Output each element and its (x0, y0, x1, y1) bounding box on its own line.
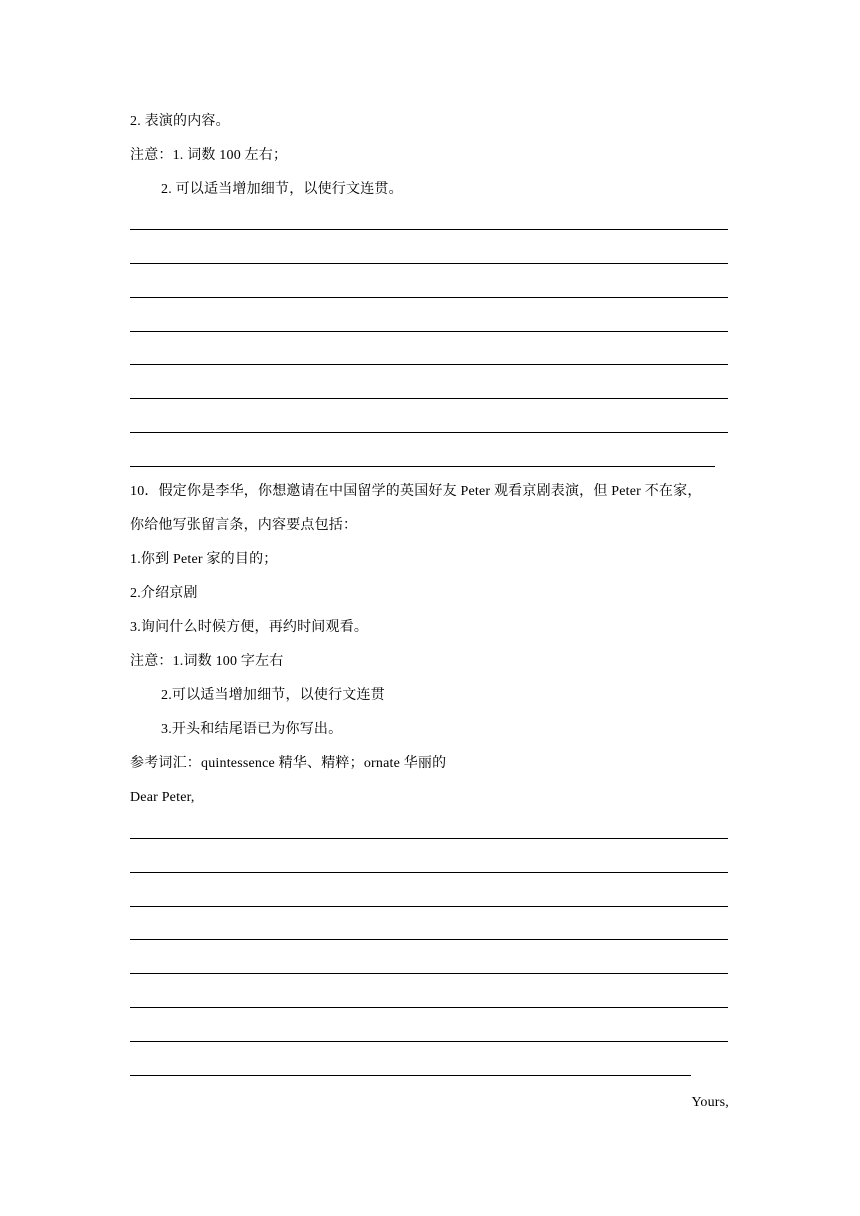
note-add-details: 2. 可以适当增加细节，以使行文连贯。 (161, 182, 403, 197)
answer-line[interactable] (130, 432, 728, 433)
answer-line-last[interactable] (130, 1075, 691, 1076)
task-item-2: 2. 表演的内容。 (130, 114, 230, 129)
answer-line[interactable] (130, 939, 728, 940)
answer-line[interactable] (130, 331, 728, 332)
reference-vocabulary: 参考词汇：quintessence 精华、精粹；ornate 华丽的 (130, 756, 447, 771)
answer-line[interactable] (130, 398, 728, 399)
answer-line[interactable] (130, 906, 728, 907)
letter-closing: Yours, (691, 1095, 729, 1110)
point-2: 2.介绍京剧 (130, 586, 198, 601)
point-3: 3.询问什么时候方便，再约时间观看。 (130, 620, 369, 635)
note-word-count: 注意：1.词数 100 字左右 (130, 654, 284, 669)
letter-salutation: Dear Peter, (130, 790, 195, 805)
answer-line[interactable] (130, 297, 728, 298)
answer-line[interactable] (130, 838, 728, 839)
answer-line[interactable] (130, 973, 728, 974)
answer-line-last[interactable] (130, 466, 715, 467)
question-10-prompt-line1: 10．假定你是李华，你想邀请在中国留学的英国好友 Peter 观看京剧表演，但 Peter 不在家， (130, 484, 702, 499)
answer-line[interactable] (130, 872, 728, 873)
answer-line[interactable] (130, 229, 728, 230)
point-1: 1.你到 Peter 家的目的； (130, 552, 278, 567)
answer-line[interactable] (130, 364, 728, 365)
note-word-count: 注意：1. 词数 100 左右； (130, 148, 288, 163)
answer-line[interactable] (130, 263, 728, 264)
note-add-details: 2.可以适当增加细节，以使行文连贯 (161, 688, 385, 703)
answer-line[interactable] (130, 1041, 728, 1042)
answer-line[interactable] (130, 1007, 728, 1008)
question-10-prompt-line2: 你给他写张留言条，内容要点包括： (130, 518, 358, 533)
note-opening-closing: 3.开头和结尾语已为你写出。 (161, 722, 343, 737)
